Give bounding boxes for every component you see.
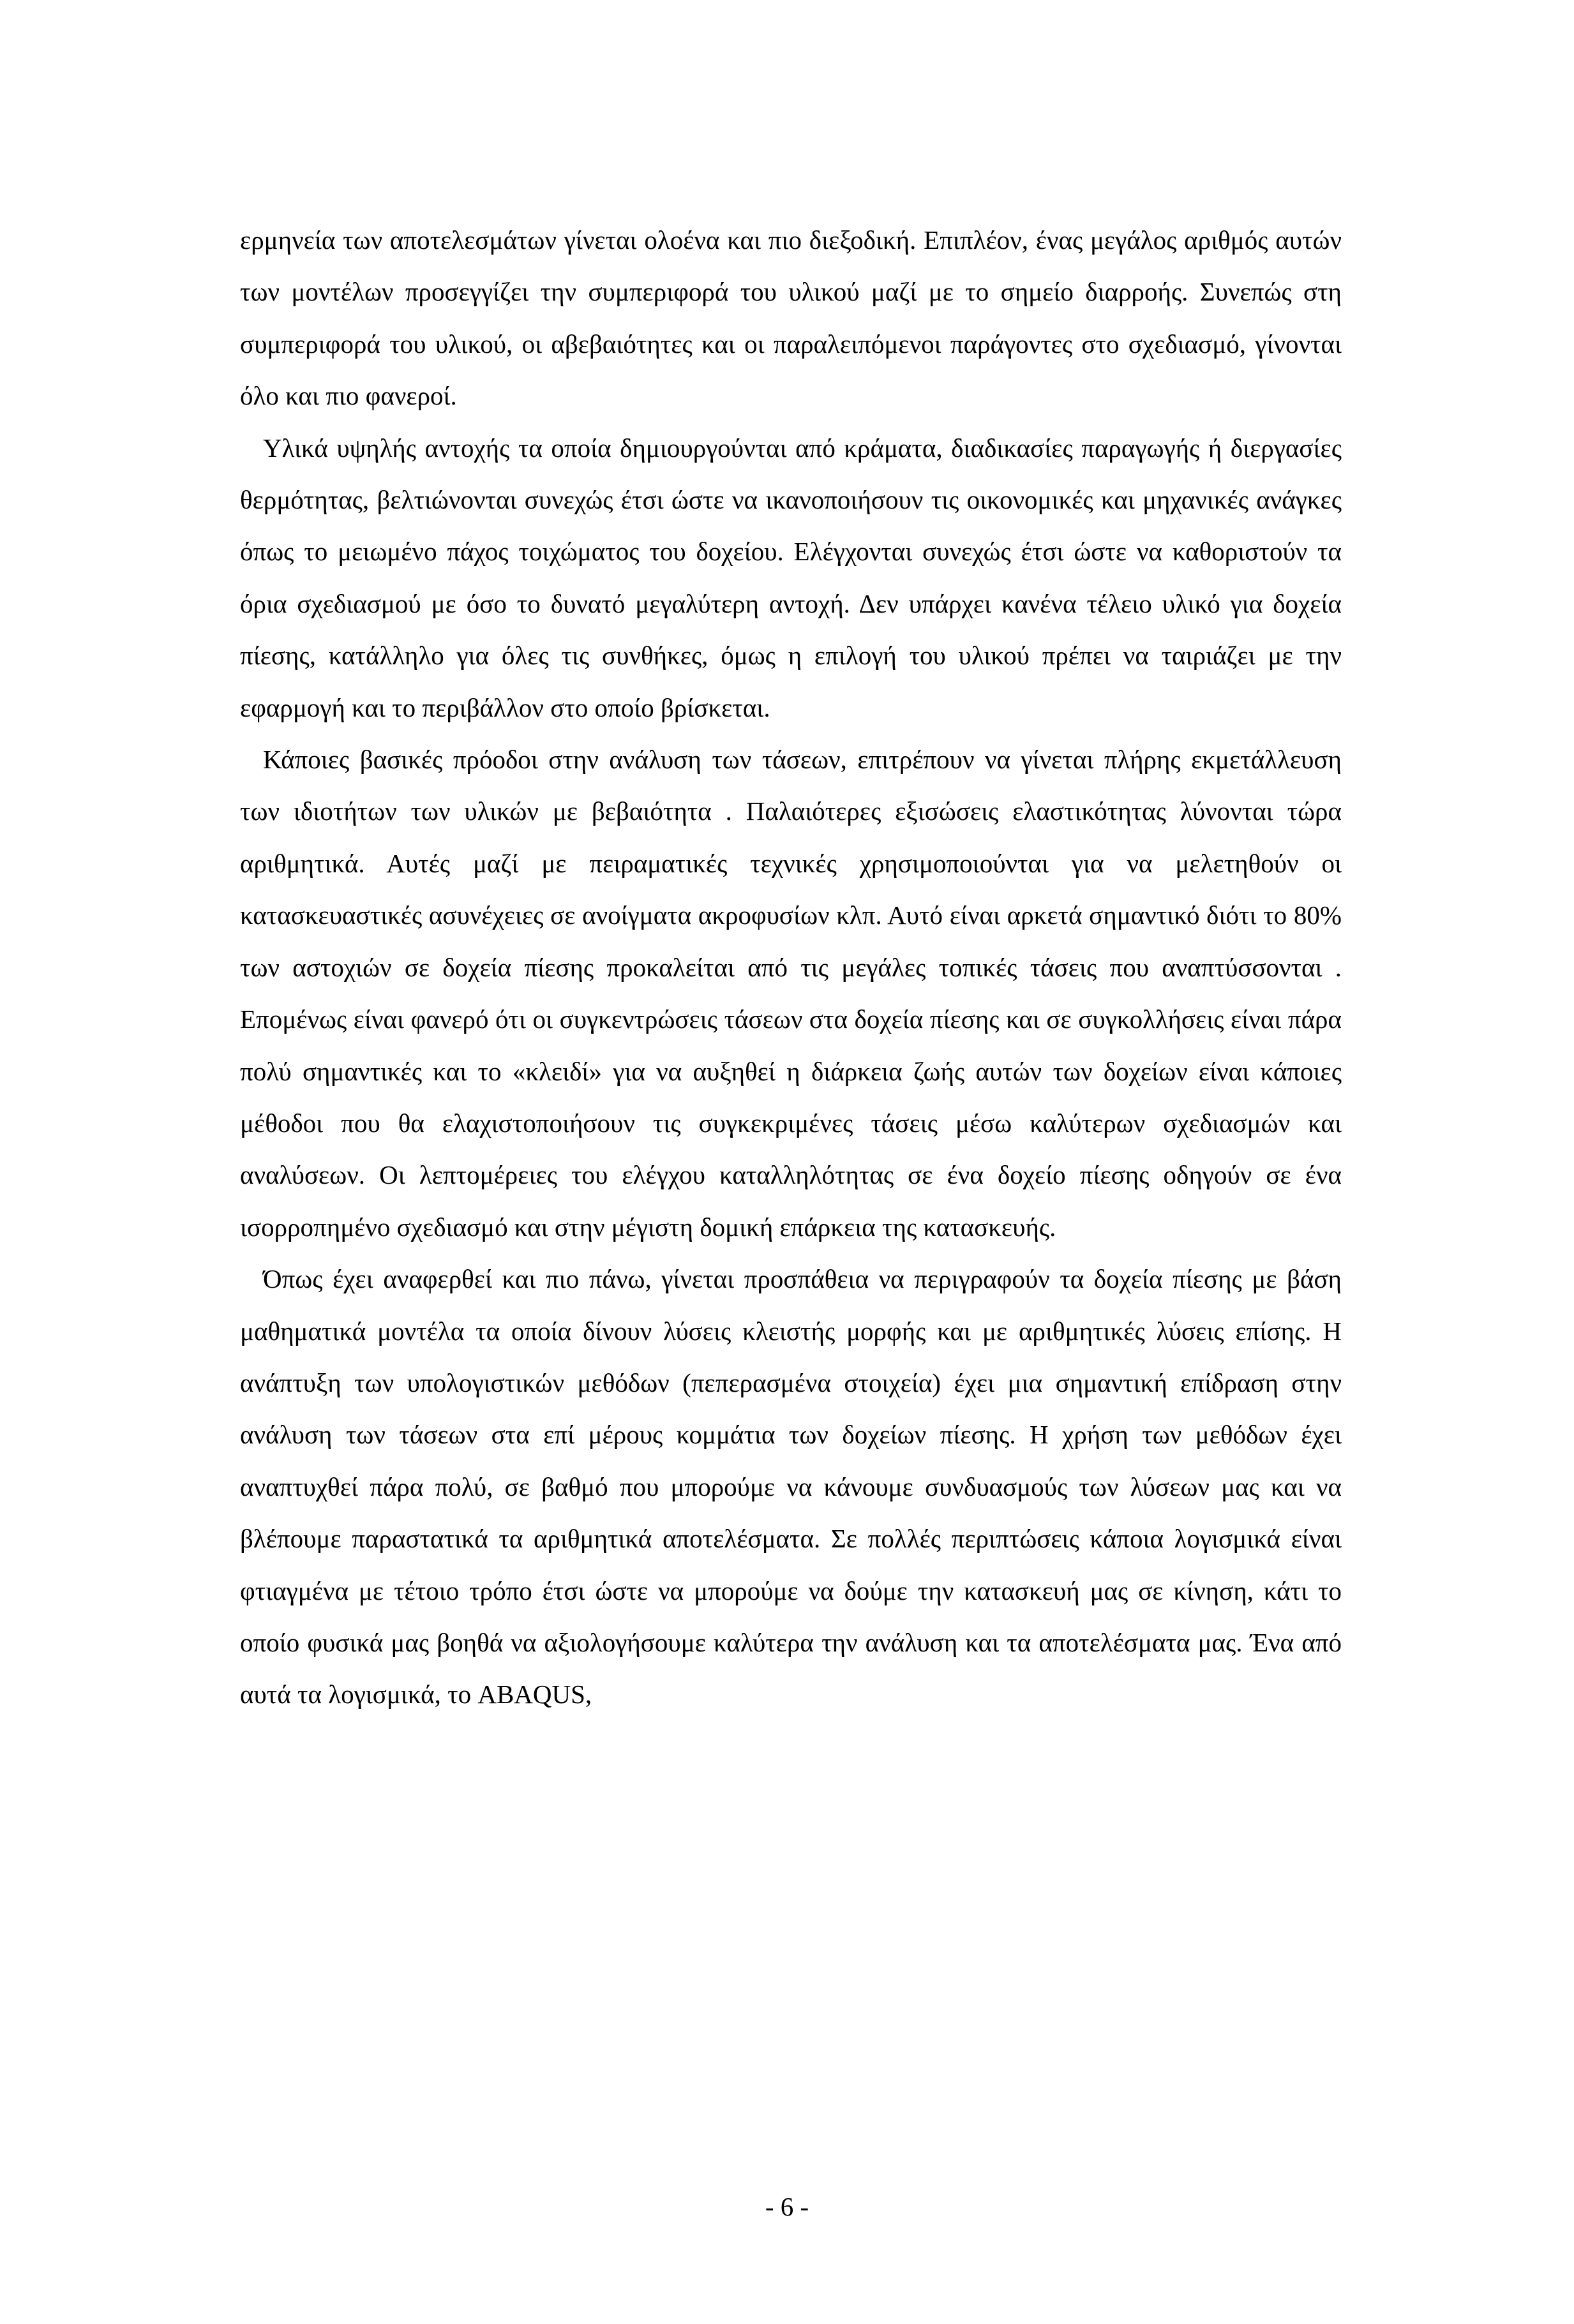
page-number: - 6 - bbox=[765, 2192, 809, 2221]
body-text bbox=[240, 214, 1342, 1721]
paragraph-continuation: ερμηνεία των αποτελεσμάτων γίνεται ολοένα και πιο διεξοδική. Επιπλέον, ένας μεγάλος αριθμός αυτών των μοντέλων προσεγγίζει την συμπεριφορά του υλικού μαζί με το σημείο διαρροής. Συνεπώς στη συμπεριφορά του υλικού, οι αβεβαιότητες και οι παραλειπόμενοι παράγοντες στο σχεδιασμό, γίνονται όλο και πιο φανεροί. bbox=[240, 225, 1342, 411]
paragraph-stress-analysis: Κάποιες βασικές πρόοδοι στην ανάλυση των τάσεων, επιτρέπουν να γίνεται πλήρης εκμετάλλευση των ιδιοτήτων των υλικών με βεβαιότητα . Παλαιότερες εξισώσεις ελαστικότητας λύνονται τώρα αριθμητικά. Αυτές μαζί με πειραματικές τεχνικές χρησιμοποιούνται για να μελετηθούν οι κατασκευαστικές ασυνέχειες σε ανοίγματα ακροφυσίων κλπ. Αυτό είναι αρκετά σημαντικό διότι το 80% των αστοχιών σε δοχεία πίεσης προκαλείται από τις μεγάλες τοπικές τάσεις που αναπτύσσονται . Επομένως είναι φανερό ότι οι συγκεντρώσεις τάσεων στα δοχεία πίεσης και σε συγκολλήσεις είναι πάρα πολύ σημαντικές και το «κλειδί» για να αυξηθεί η διάρκεια ζωής αυτών των δοχείων είναι κάποιες μέθοδοι που θα ελαχιστοποιήσουν τις συγκεκριμένες τάσεις μέσω καλύτερων σχεδιασμών και αναλύσεων. Οι λεπτομέρειες του ελέγχου καταλληλότητας σε ένα δοχείο πίεσης οδηγούν σε ένα ισορροπημένο σχεδιασμό και στην μέγιστη δομική επάρκεια της κατασκευής. bbox=[240, 745, 1342, 1242]
paragraph-computational-methods: Όπως έχει αναφερθεί και πιο πάνω, γίνεται προσπάθεια να περιγραφούν τα δοχεία πίεσης με βάση μαθηματικά μοντέλα τα οποία δίνουν λύσεις κλειστής μορφής και με αριθμητικές λύσεις επίσης. Η ανάπτυξη των υπολογιστικών μεθόδων (πεπερασμένα στοιχεία) έχει μια σημαντική επίδραση στην ανάλυση των τάσεων στα επί μέρους κομμάτια των δοχείων πίεσης. Η χρήση των μεθόδων έχει αναπτυχθεί πάρα πολύ, σε βαθμό που μπορούμε να κάνουμε συνδυασμούς των λύσεων μας και να βλέπουμε παραστατικά τα αριθμητικά αποτελέσματα. Σε πολλές περιπτώσεις κάποια λογισμικά είναι φτιαγμένα με τέτοιο τρόπο έτσι ώστε να μπορούμε να δούμε την κατασκευή μας σε κίνηση, κάτι το οποίο φυσικά μας βοηθά να αξιολογήσουμε καλύτερα την ανάλυση και τα αποτελέσματα μας. Ένα από αυτά τα λογισμικά, το ABAQUS, bbox=[240, 1264, 1342, 1709]
paragraph-high-strength-materials: Υλικά υψηλής αντοχής τα οποία δημιουργούνται από κράματα, διαδικασίες παραγωγής ή διεργασίες θερμότητας, βελτιώνονται συνεχώς έτσι ώστε να ικανοποιήσουν τις οικονομικές και μηχανικές ανάγκες όπως το μειωμένο πάχος τοιχώματος του δοχείου. Ελέγχονται συνεχώς έτσι ώστε να καθοριστούν τα όρια σχεδιασμού με όσο το δυνατό μεγαλύτερη αντοχή. Δεν υπάρχει κανένα τέλειο υλικό για δοχεία πίεσης, κατάλληλο για όλες τις συνθήκες, όμως η επιλογή του υλικού πρέπει να ταιριάζει με την εφαρμογή και το περιβάλλον στο οποίο βρίσκεται. bbox=[240, 433, 1342, 722]
